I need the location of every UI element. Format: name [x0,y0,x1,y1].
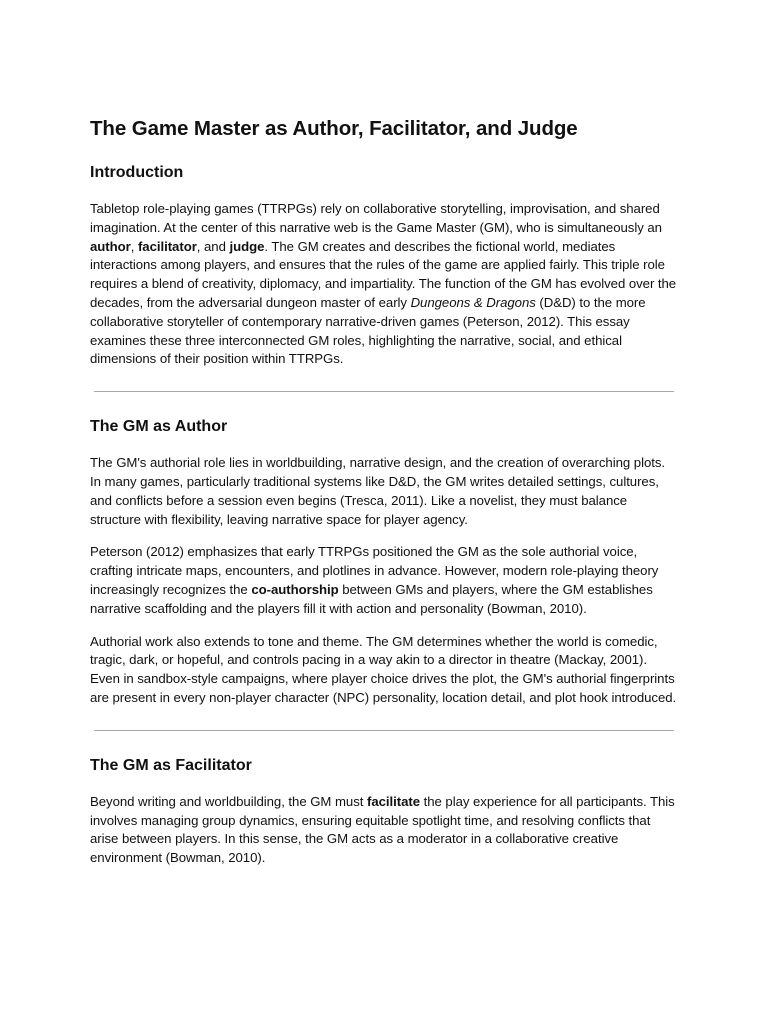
section-divider [94,730,674,731]
paragraph: Authorial work also extends to tone and theme. The GM determines whether the world is comedic, tragic, dark, or hopeful, and controls pacing in a way akin to a director in theatre (Mackay, 2001). Even in sandbox-style campaigns, where player choice drives the plot, the GM's authorial fingerprints are present in every non-player character (NPC) personality, location detail, and plot hook introduced. [90,633,677,705]
section-introduction [90,162,678,369]
section-divider [94,391,674,392]
paragraph: Tabletop role-playing games (TTRPGs) rely on collaborative storytelling, improvisation, and shared imagination. At the center of this narrative web is the Game Master (GM), who is simultaneously an author, facilitator, and judge. The GM creates and describes the fictional world, mediates interactions among players, and ensures that the rules of the game are applied fairly. This triple role requires a blend of creativity, diplomacy, and impartiality. The function of the GM has evolved over the decades, from the adversarial dungeon master of early Dungeons & Dragons (D&D) to the more collaborative storyteller of contemporary narrative-driven games (Peterson, 2012). This essay examines these three interconnected GM roles, highlighting the narrative, social, and ethical dimensions of their position within TTRPGs. [90,201,677,367]
section-author [90,416,678,708]
section-heading: The GM as Author [90,418,228,436]
section-heading: Introduction [90,164,184,181]
paragraph: Beyond writing and worldbuilding, the GM must facilitate the play experience for all participants. This involves managing group dynamics, ensuring equitable spotlight time, and resolving conflicts that arise between players. In this sense, the GM acts as a moderator in a collaborative creative environment (Bowman, 2010). [90,793,675,866]
section-heading: The GM as Facilitator [90,756,252,774]
paragraph: Peterson (2012) emphasizes that early TTRPGs positioned the GM as the sole authorial voice, crafting intricate maps, encounters, and plotlines in advance. However, modern role-playing theory increasingly recognizes the co-authorship between GMs and players, where the GM establishes narrative scaffolding and the players fill it with action and personality (Bowman, 2010). [90,544,659,616]
paragraph: The GM's authorial role lies in worldbuilding, narrative design, and the creation of overarching plots. In many games, particularly traditional systems like D&D, the GM writes detailed settings, cultures, and conflicts before a session even begins (Tresca, 2011). Like a novelist, they must balance structure with flexibility, leaving narrative space for player agency. [90,455,665,527]
document-title: The Game Master as Author, Facilitator, and Judge [90,117,578,140]
section-facilitator [90,755,678,868]
